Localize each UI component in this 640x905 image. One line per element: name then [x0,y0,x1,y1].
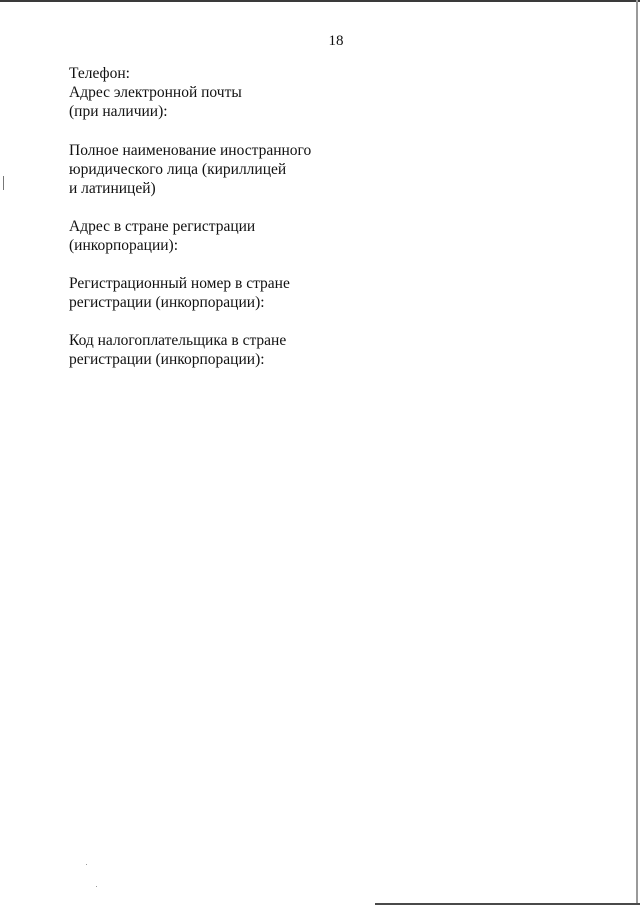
contact-fields-label: Телефон: Адрес электронной почты (при наличии): [69,65,242,120]
scan-speck [86,864,87,865]
scan-speck [96,886,97,887]
registration-address-label: Адрес в стране регистрации (инкорпорации): [69,218,256,254]
full-name-label: Полное наименование иностранного юридического лица (кириллицей и латиницей) [69,142,312,197]
scan-mark-left [3,176,4,190]
form-fields [69,64,369,388]
scan-edge-right [636,0,638,905]
registration-number-label: Регистрационный номер в стране регистрации (инкорпорации): [69,275,290,311]
scan-edge-top [0,0,640,2]
page-number: 18 [328,33,344,49]
taxpayer-code-label: Код налогоплательщика в стране регистрации (инкорпорации): [69,332,287,368]
